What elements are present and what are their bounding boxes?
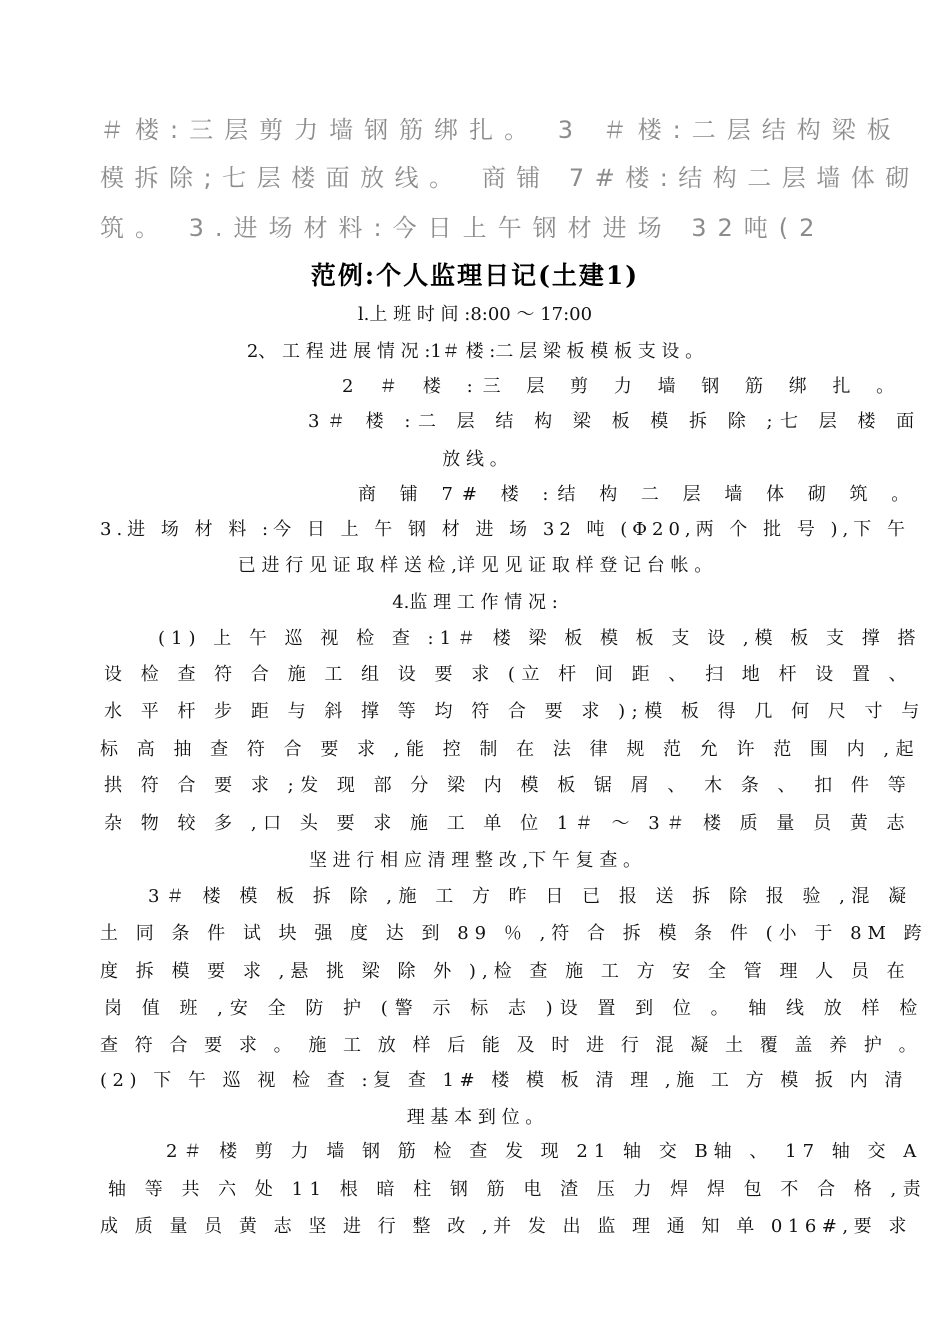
body-line: 放 线 。 [442,449,508,470]
body-line: 标 高 抽 查 符 合 要 求 ,能 控 制 在 法 律 规 范 允 许 范 围 内 ,起 [100,739,921,760]
preview-line-1: ＃楼:三层剪力墙钢筋绑扎。 3 ＃楼:二层结构梁板 [100,116,902,144]
body-line: 4.监 理 工 作 情 况 : [392,592,558,613]
body-line: l.上 班 时 间 :8:00 ～ 17:00 [357,304,593,325]
body-line: 度 拆 模 要 求 ,悬 挑 梁 除 外 ),检 查 施 工 方 安 全 管 理 人 员 在 [100,961,911,982]
body-line: 2、 工 程 进 展 情 况 :1＃ 楼 :二 层 梁 板 模 板 支 设 。 [246,341,704,362]
body-line: 轴 等 共 六 处 11 根 暗 柱 钢 筋 电 渣 压 力 焊 焊 包 不 合 格 ,责 [108,1179,928,1200]
body-line: 理 基 本 到 位 。 [406,1107,544,1128]
body-line: (2) 下 午 巡 视 检 查 :复 查 1# 楼 模 板 清 理 ,施 工 方 模 扳 内 清 [100,1070,908,1091]
body-line: 水 平 杆 步 距 与 斜 撑 等 均 符 合 要 求 );模 板 得 几 何 尺 寸 与 [104,701,926,722]
preview-line-3: 筑。 3.进场材料:今日上午钢材进场 32吨(2 [100,214,826,242]
body-line: 2＃ 楼 剪 力 墙 钢 筋 检 查 发 现 21 轴 交 B轴 、 17 轴 交 A [166,1141,923,1162]
document-title: 范例:个人监理日记(土建1) [310,261,640,290]
body-line: 3.进 场 材 料 :今 日 上 午 钢 材 进 场 32 吨 (Φ20,两 个 批 号 ),下 午 [100,519,911,540]
body-line: 2 ＃ 楼 :三 层 剪 力 墙 钢 筋 绑 扎 。 [342,376,905,397]
preview-line-2: 模拆除;七层楼面放线。 商铺 7#楼:结构二层墙体砌 [100,164,920,192]
body-line: 拱 符 合 要 求 ;发 现 部 分 梁 内 模 板 锯 屑 、 木 条 、 扣 件 等 [104,775,913,796]
body-line: 土 同 条 件 试 块 强 度 达 到 89 ％ ,符 合 拆 模 条 件 (小 于 8M 跨 [100,923,928,944]
body-line: 已 进 行 见 证 取 样 送 检 ,详 见 见 证 取 样 登 记 台 帐 。 [237,555,713,576]
body-line: 杂 物 较 多 ,口 头 要 求 施 工 单 位 1＃ ～ 3＃ 楼 质 量 员 黄 志 [104,813,912,834]
body-line: (1) 上 午 巡 视 检 查 :1＃ 楼 梁 板 模 板 支 设 ,模 板 支 撑 搭 [158,628,922,649]
body-line: 商 铺 7# 楼 :结 构 二 层 墙 体 砌 筑 。 [358,484,919,505]
body-line: 3＃ 楼 模 板 拆 除 ,施 工 方 昨 日 已 报 送 拆 除 报 验 ,混 凝 [148,886,913,907]
body-line: 查 符 合 要 求 。 施 工 放 样 后 能 及 时 进 行 混 凝 土 覆 盖 养 护 。 [100,1035,923,1056]
body-line: 设 检 查 符 合 施 工 组 设 要 求 (立 杆 间 距 、 扫 地 杆 设 置 、 [104,664,914,685]
body-line: 3＃ 楼 :二 层 结 构 梁 板 模 拆 除 ;七 层 楼 面 [308,411,922,432]
body-line: 岗 值 班 ,安 全 防 护 (警 示 标 志 )设 置 到 位 。 轴 线 放 样 检 [104,998,925,1019]
body-line: 坚 进 行 相 应 清 理 整 改 ,下 午 复 查 。 [308,850,642,871]
body-line: 成 质 量 员 黄 志 坚 进 行 整 改 ,并 发 出 监 理 通 知 单 016#,要 求 [100,1216,912,1237]
